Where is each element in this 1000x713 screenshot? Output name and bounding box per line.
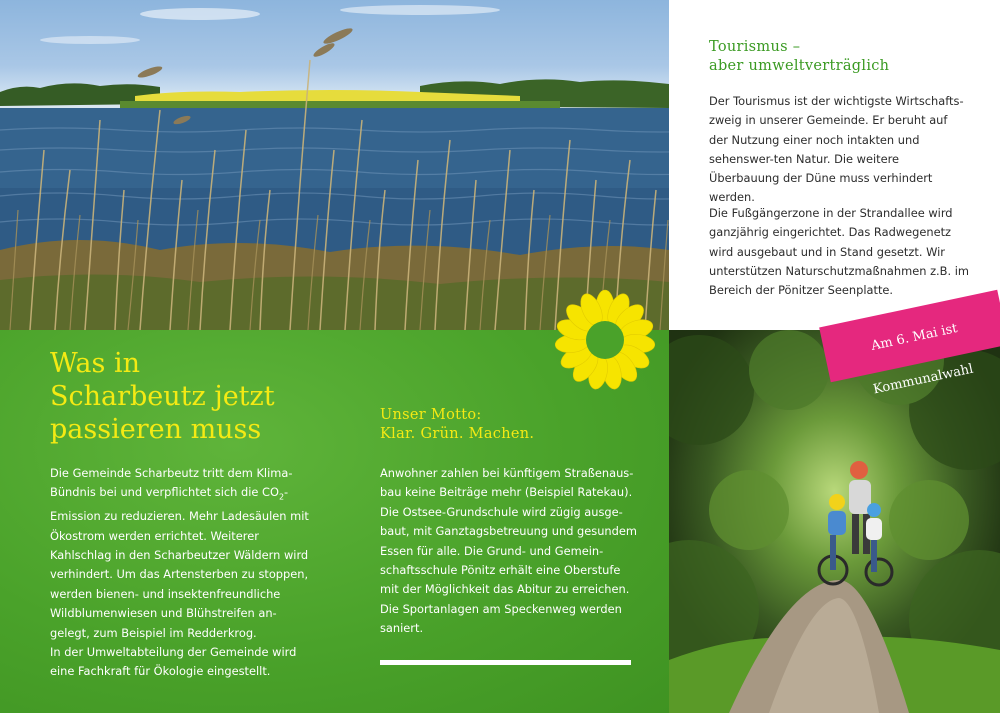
motto-line2: Klar. Grün. Machen. bbox=[380, 426, 535, 442]
headline-line2: Scharbeutz jetzt bbox=[50, 381, 275, 412]
page-headline bbox=[50, 347, 350, 446]
tourism-paragraph-2: Die Fußgängerzone in der Strandallee wird ganzjährig eingerichtet. Das Radwegenetz wird ausgebaut und in Stand gesetzt. Wir unterstützen Naturschutzmaßnahmen z.B. im Bereich der Pönitzer Seenplatte. bbox=[709, 206, 969, 298]
motto-line1: Unser Motto: bbox=[380, 407, 482, 423]
motto-heading bbox=[380, 406, 620, 444]
tourism-paragraph-1: Der Tourismus ist der wichtigste Wirtschafts-zweig in unserer Gemeinde. Er beruht auf der Nutzung einer noch intakten und sehenswer-ten Natur. Die weitere Überbauung der Düne muss verhindert werden. bbox=[709, 94, 964, 205]
lake-reeds-photo bbox=[0, 0, 669, 330]
climate-paragraph bbox=[50, 464, 312, 682]
white-divider-line bbox=[380, 660, 631, 665]
infrastructure-paragraph: Anwohner zahlen bei künftigem Straßenaus-bau keine Beiträge mehr (Beispiel Ratekau). Die Ostsee-Grundschule wird zügig ausge-baut, mit Ganztagsbetreuung und gesundem Essen für alle. Die Grund- und Gemein-schaftsschule Pönitz erhält eine Oberstufe mit der Möglichkeit das Abitur zu erreichen. Die Sportanlagen am Speckenweg werden saniert. bbox=[380, 466, 637, 636]
sunflower-logo bbox=[553, 288, 657, 392]
headline-line3: passieren muss bbox=[50, 414, 262, 445]
tourism-title bbox=[709, 38, 969, 76]
climate-text-part2: -Emission zu reduzieren. Mehr Ladesäulen mit Ökostrom werden errichtet. Weiterer Kahlschlag in den Scharbeutzer Wäldern wird verhindert. Um das Artensterben zu stoppen, werden bienen- und insektenfreundliche Wildblumenwiesen und Blühstreifen an-gelegt, zum Beispiel im Redderkrog. bbox=[50, 485, 309, 640]
banner-line1: Am 6. Mai ist bbox=[869, 321, 959, 354]
tourism-title-line2: aber umweltverträglich bbox=[709, 58, 890, 74]
tourism-section bbox=[669, 0, 1000, 330]
climate-text-part1: Die Gemeinde Scharbeutz tritt dem Klima-Bündnis bei und verpflichtet sich die CO bbox=[50, 466, 293, 500]
headline-line1: Was in bbox=[50, 348, 140, 379]
climate-text-part3: In der Umweltabteilung der Gemeinde wird eine Fachkraft für Ökologie eingestellt. bbox=[50, 644, 297, 679]
tourism-title-line1: Tourismus – bbox=[709, 39, 801, 55]
co2-subscript: 2 bbox=[278, 492, 285, 502]
banner-line2: Kommunalwahl bbox=[871, 361, 975, 398]
